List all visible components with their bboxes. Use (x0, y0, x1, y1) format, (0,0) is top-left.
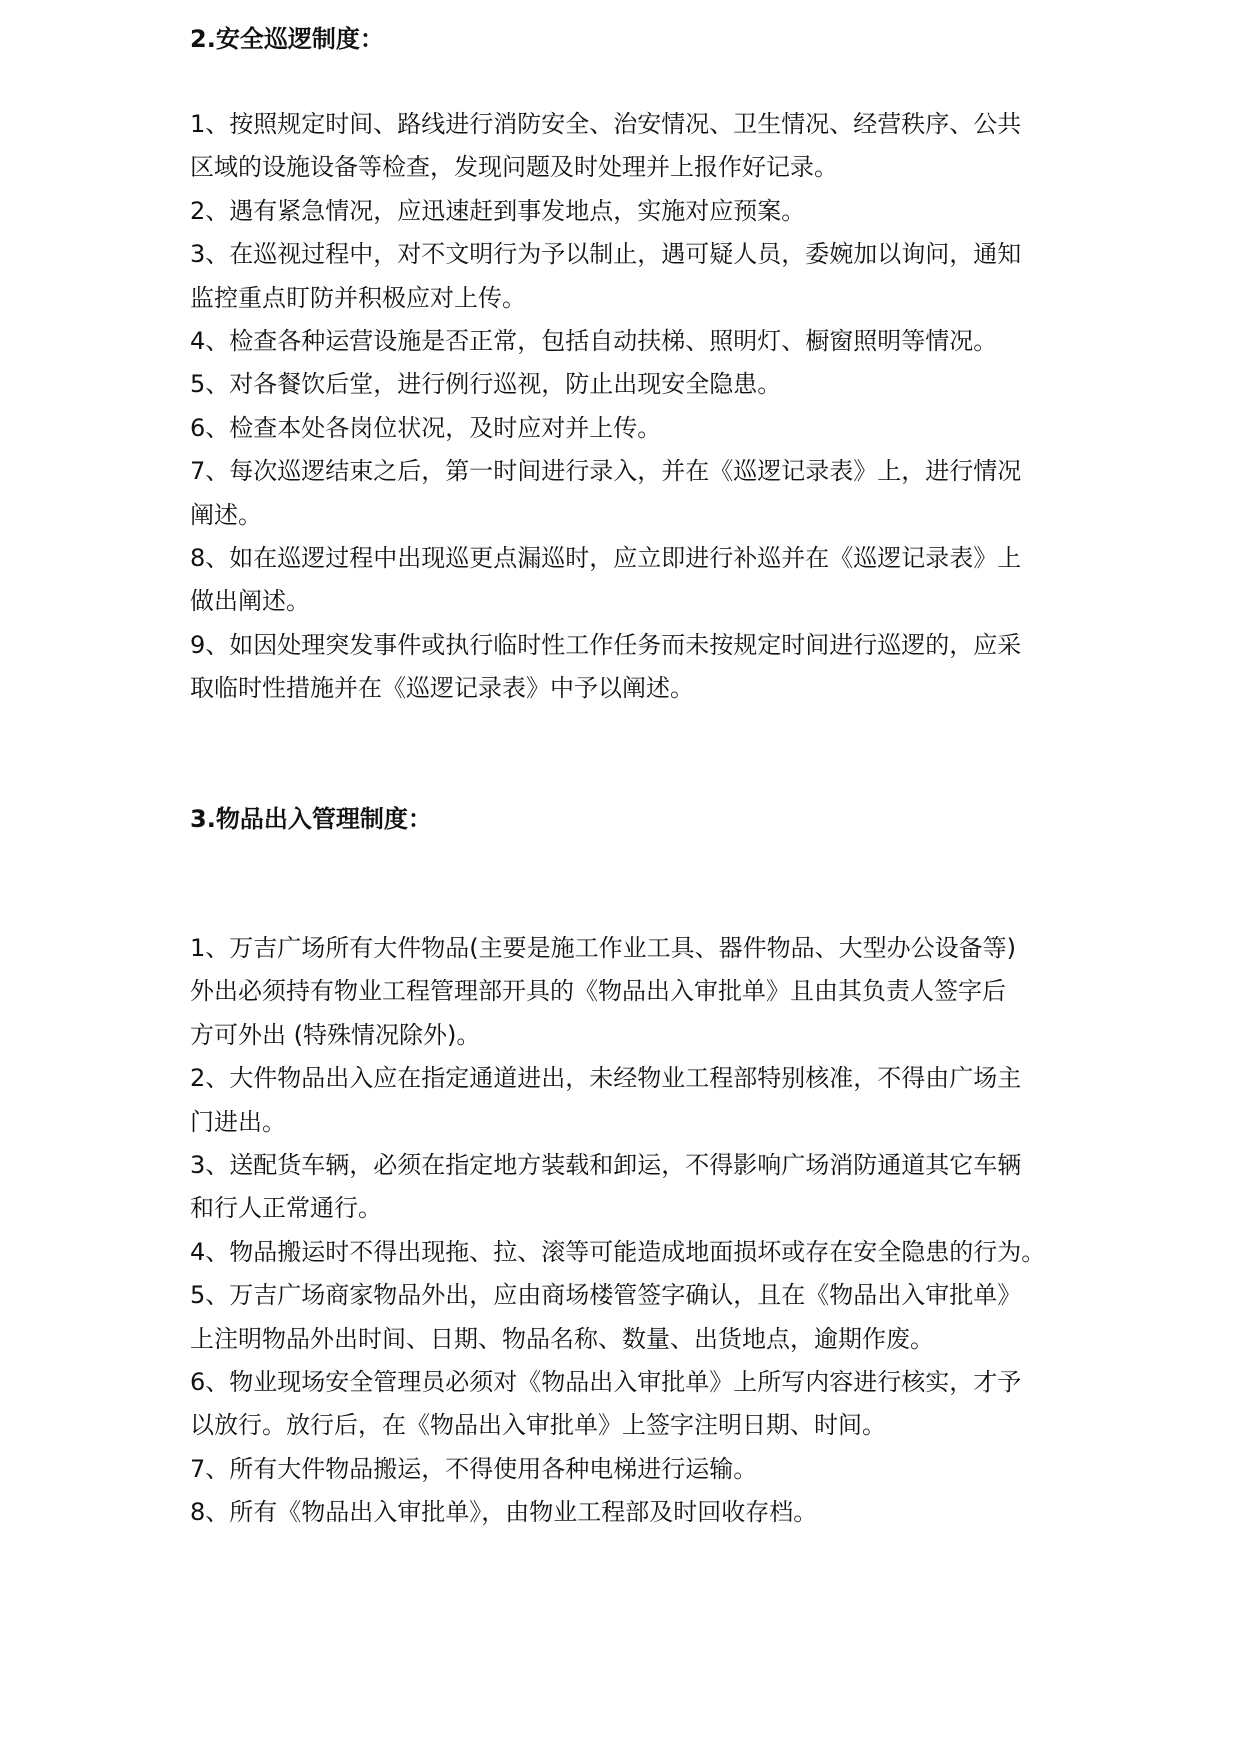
rule-item (190, 927, 1090, 1057)
rule-item (190, 1361, 1090, 1448)
rule-line: 5、对各餐饮后堂，进行例行巡视，防止出现安全隐患。 (190, 370, 782, 399)
rule-line: 9、如因处理突发事件或执行临时性工作任务而未按规定时间进行巡逻的，应采 (190, 630, 1022, 659)
rule-item (190, 1448, 1090, 1491)
rule-line: 6、物业现场安全管理员必须对《物品出入审批单》上所写内容进行核实，才予 (190, 1367, 1022, 1396)
rule-line: 1、万吉广场所有大件物品(主要是施工作业工具、器件物品、大型办公设备等) (190, 934, 1016, 962)
rule-line: 做出阐述。 (190, 587, 310, 616)
rule-item (190, 103, 1090, 190)
rule-item (190, 407, 1090, 450)
rule-line: 上注明物品外出时间、日期、物品名称、数量、出货地点，逾期作废。 (190, 1324, 934, 1353)
rule-item (190, 624, 1090, 711)
rule-item (190, 537, 1090, 624)
rule-item (190, 450, 1090, 537)
rule-line: 区域的设施设备等检查，发现问题及时处理并上报作好记录。 (190, 153, 838, 182)
rule-line: 8、所有《物品出入审批单》，由物业工程部及时回收存档。 (190, 1498, 818, 1527)
rule-line: 7、所有大件物品搬运，不得使用各种电梯进行运输。 (190, 1454, 758, 1483)
rule-line: 2、遇有紧急情况，应迅速赶到事发地点，实施对应预案。 (190, 196, 806, 225)
rule-line: 5、万吉广场商家物品外出，应由商场楼管签字确认，且在《物品出入审批单》 (190, 1281, 1022, 1310)
rule-line: 4、物品搬运时不得出现拖、拉、滚等可能造成地面损坏或存在安全隐患的行为。 (190, 1237, 1046, 1266)
rule-item (190, 363, 1090, 406)
rule-line: 6、检查本处各岗位状况，及时应对并上传。 (190, 413, 662, 442)
rule-line: 3、在巡视过程中，对不文明行为予以制止，遇可疑人员，委婉加以询问，通知 (190, 240, 1022, 269)
rule-line: 以放行。放行后，在《物品出入审批单》上签字注明日期、时间。 (190, 1411, 886, 1440)
rule-line: 方可外出 (特殊情况除外)。 (190, 1020, 481, 1049)
rule-line: 8、如在巡逻过程中出现巡更点漏巡时，应立即进行补巡并在《巡逻记录表》上 (190, 543, 1022, 572)
rule-item (190, 1274, 1090, 1361)
rule-line: 门进出。 (190, 1107, 286, 1136)
rule-line: 监控重点盯防并积极应对上传。 (190, 283, 526, 312)
patrol-rules-list (190, 103, 1090, 710)
rule-item (190, 1144, 1090, 1231)
rule-item (190, 233, 1090, 320)
rule-line: 7、每次巡逻结束之后，第一时间进行录入，并在《巡逻记录表》上，进行情况 (190, 457, 1022, 486)
rule-line: 1、按照规定时间、路线进行消防安全、治安情况、卫生情况、经营秩序、公共 (190, 110, 1022, 138)
goods-rules-list (190, 927, 1090, 1534)
rule-line: 取临时性措施并在《巡逻记录表》中予以阐述。 (190, 674, 694, 703)
rule-item (190, 1491, 1090, 1534)
section-heading-goods: 3.物品出入管理制度： (190, 805, 432, 833)
rule-line: 4、检查各种运营设施是否正常，包括自动扶梯、照明灯、橱窗照明等情况。 (190, 326, 998, 355)
section-heading-patrol: 2.安全巡逻制度： (190, 25, 384, 53)
rule-item (190, 1231, 1090, 1274)
rule-item (190, 1057, 1090, 1144)
rule-line: 3、送配货车辆，必须在指定地方装载和卸运，不得影响广场消防通道其它车辆 (190, 1150, 1022, 1179)
rule-item (190, 190, 1090, 233)
rule-line: 外出必须持有物业工程管理部开具的《物品出入审批单》且由其负责人签字后 (190, 977, 1006, 1006)
rule-item (190, 320, 1090, 363)
rule-line: 和行人正常通行。 (190, 1194, 382, 1223)
rule-line: 2、大件物品出入应在指定通道进出，未经物业工程部特别核准，不得由广场主 (190, 1064, 1022, 1093)
rule-line: 阐述。 (190, 500, 262, 529)
